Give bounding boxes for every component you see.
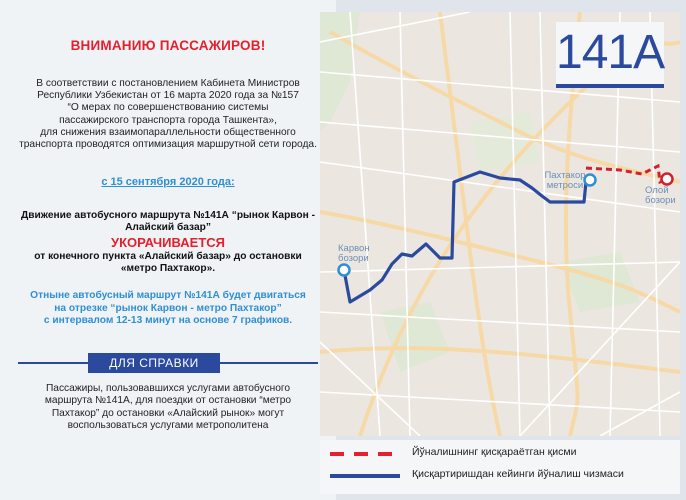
- notice-panel: [0, 0, 336, 500]
- olay-label: [645, 186, 680, 206]
- decree-line: “О мерах по совершенствованию системы: [67, 102, 269, 114]
- karvon-label-line: Карвон: [338, 243, 370, 254]
- pakhtakor-label-line: метроси: [546, 180, 584, 191]
- decree-line: пассажирского транспорта города Ташкента»,: [59, 114, 277, 126]
- effective-date: с 15 сентября 2020 года:: [101, 176, 235, 188]
- info-header-label: ДЛЯ СПРАВКИ: [88, 353, 220, 373]
- info-text: [20, 383, 316, 433]
- olay-label-line: бозори: [645, 195, 676, 206]
- divider: [220, 362, 318, 364]
- legend-label: Йўналишнинг қисқараётган қисми: [412, 446, 577, 458]
- dashed-line-sample: [330, 452, 400, 456]
- route-change-line: Алайский базар”: [125, 222, 211, 233]
- divider: [18, 362, 88, 364]
- karvon-label: [338, 244, 384, 264]
- decree-line: Республики Узбекистан от 16 марта 2020 года за №157: [37, 90, 299, 102]
- new-route-text: [10, 290, 326, 328]
- decree-text: [14, 78, 322, 151]
- decree-line: транспорта проводятся оптимизация маршрутной сети города.: [19, 139, 317, 151]
- from-to-line: от конечного пункта «Алайский базар» до остановки: [34, 251, 302, 262]
- legend-label: Қисқартиришдан кейинги йўналиш чизмаси: [412, 468, 624, 480]
- decree-line: В соответствии с постановлением Кабинета Министров: [36, 78, 300, 89]
- shortened-heading: УКОРАЧИВАЕТСЯ: [110, 235, 225, 250]
- karvon-stop-marker: [339, 265, 350, 276]
- info-line: Пассажиры, пользовавшихся услугами автобусного: [45, 383, 291, 394]
- route-change-line: Движение автобусного маршрута №141А “рынок Карвон -: [20, 210, 316, 221]
- from-to-text: [10, 251, 326, 275]
- solid-line-sample: [330, 474, 400, 478]
- route-number-badge: 141A: [556, 22, 664, 88]
- from-to-line: «метро Пахтакор».: [120, 263, 216, 274]
- legend-row-remaining: [330, 468, 675, 484]
- info-line: Пахтакор” до остановки «Алайский рынок» могут: [51, 407, 285, 419]
- olay-label-line: Олой: [645, 185, 669, 196]
- olay-stop-marker: [662, 174, 673, 185]
- map-legend: [320, 440, 680, 494]
- karvon-label-line: бозори: [338, 253, 369, 264]
- notice-title: ВНИМАНИЮ ПАССАЖИРОВ!: [70, 38, 266, 53]
- decree-line: для снижения взаимопараллельности общественного: [40, 126, 296, 138]
- info-line: воспользоваться услугами метрополитена: [67, 420, 269, 432]
- info-header: [0, 353, 336, 373]
- pakhtakor-label: [530, 171, 600, 191]
- route-change-text: [10, 210, 326, 234]
- new-route-line: с интервалом 12-13 минут на основе 7 графиков.: [43, 315, 293, 326]
- route-map: [320, 12, 680, 436]
- pakhtakor-label-line: Пахтакор: [544, 170, 586, 181]
- new-route-line: на отрезке “рынок Карвон - метро Пахтакор”: [54, 302, 282, 314]
- info-line: маршрута №141А, для поездки от остановки “метро: [44, 395, 292, 407]
- legend-row-shortened: [330, 446, 675, 462]
- new-route-line: Отныне автобусный маршрут №141А будет двигаться: [30, 290, 306, 301]
